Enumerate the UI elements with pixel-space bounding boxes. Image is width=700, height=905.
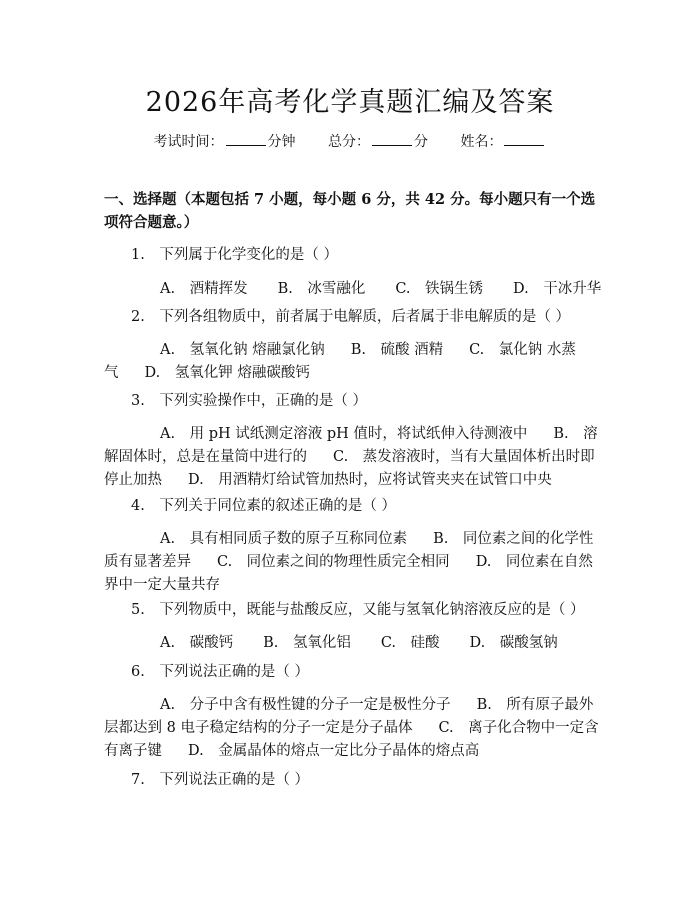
option-d: D. 干冰升华 xyxy=(513,281,602,297)
question-stem: 2. 下列各组物质中，前者属于电解质，后者属于非电解质的是（ ） xyxy=(131,309,570,325)
question-7 xyxy=(104,769,600,792)
exam-time-unit: 分钟 xyxy=(267,134,296,150)
question-4 xyxy=(104,495,600,597)
option-b: B. 硫酸 酒精 xyxy=(350,342,444,358)
question-5 xyxy=(104,599,600,655)
option-d: D. 碳酸氢钠 xyxy=(469,635,558,651)
option-c: C. 铁锅生锈 xyxy=(395,281,484,297)
total-score-field xyxy=(328,134,428,150)
question-2 xyxy=(104,306,600,385)
question-options xyxy=(104,528,600,597)
page-title: 2026年高考化学真题汇编及答案 xyxy=(145,87,555,118)
option-b: B. 氢氧化铝 xyxy=(263,635,351,651)
option-a: A. 用 pH 试纸测定溶液 pH 值时，将试纸伸入待测液中 xyxy=(160,426,528,442)
option-c: C. 硅酸 xyxy=(380,635,440,651)
exam-info-line xyxy=(0,131,700,151)
option-a: A. 酒精挥发 xyxy=(160,281,248,297)
option-c: C. 离子化合物中一定含有离子键 xyxy=(104,720,599,759)
question-1 xyxy=(104,244,600,301)
option-a: A. 具有相同质子数的原子互称同位素 xyxy=(160,531,408,547)
question-6 xyxy=(104,661,600,763)
exam-time-blank xyxy=(226,133,266,146)
student-name-field xyxy=(460,134,546,150)
question-options xyxy=(104,278,600,301)
question-3 xyxy=(104,390,600,492)
option-b: B. 溶解固体时，总是在量筒中进行的 xyxy=(104,426,598,465)
option-c: C. 氯化钠 水蒸气 xyxy=(104,342,576,381)
question-stem: 3. 下列实验操作中，正确的是（ ） xyxy=(131,393,367,409)
student-name-blank xyxy=(504,133,544,146)
student-name-label: 姓名： xyxy=(460,134,503,150)
question-stem: 7. 下列说法正确的是（ ） xyxy=(131,772,309,788)
question-options xyxy=(104,423,600,492)
option-c: C. 蒸发溶液时，当有大量固体析出时即停止加热 xyxy=(104,449,595,488)
exam-time-label: 考试时间： xyxy=(153,134,224,150)
option-a: A. 碳酸钙 xyxy=(160,635,234,651)
question-options xyxy=(104,339,600,385)
total-score-label: 总分： xyxy=(328,134,370,150)
option-b: B. 所有原子最外层都达到 8 电子稳定结构的分子一定是分子晶体 xyxy=(104,697,594,736)
option-a: A. 氢氧化钠 熔融氯化钠 xyxy=(160,342,325,358)
option-c: C. 同位素之间的物理性质完全相同 xyxy=(217,554,450,570)
section-heading: 一、选择题（本题包括 7 小题，每小题 6 分，共 42 分。每小题只有一个选项符合题意。） xyxy=(104,191,596,231)
total-score-unit: 分 xyxy=(414,134,428,150)
option-b: B. 同位素之间的化学性质有显著差异 xyxy=(104,531,594,570)
option-d: D. 氢氧化钾 熔融碳酸钙 xyxy=(144,365,310,381)
question-stem: 5. 下列物质中，既能与盐酸反应，又能与氢氧化钠溶液反应的是（ ） xyxy=(131,602,585,618)
question-stem: 1. 下列属于化学变化的是（ ） xyxy=(131,247,338,263)
exam-time-field xyxy=(154,134,296,150)
option-b: B. 冰雪融化 xyxy=(277,281,366,297)
question-options xyxy=(104,632,600,655)
option-d: D. 同位素在自然界中一定大量共存 xyxy=(104,554,593,593)
question-options xyxy=(104,694,600,763)
option-d: D. 用酒精灯给试管加热时，应将试管夹夹在试管口中央 xyxy=(188,472,552,488)
question-stem: 6. 下列说法正确的是（ ） xyxy=(131,664,309,680)
question-stem: 4. 下列关于同位素的叙述正确的是（ ） xyxy=(131,498,396,514)
option-d: D. 金属晶体的熔点一定比分子晶体的熔点高 xyxy=(188,743,480,759)
option-a: A. 分子中含有极性键的分子一定是极性分子 xyxy=(160,697,451,713)
total-score-blank xyxy=(372,133,412,146)
